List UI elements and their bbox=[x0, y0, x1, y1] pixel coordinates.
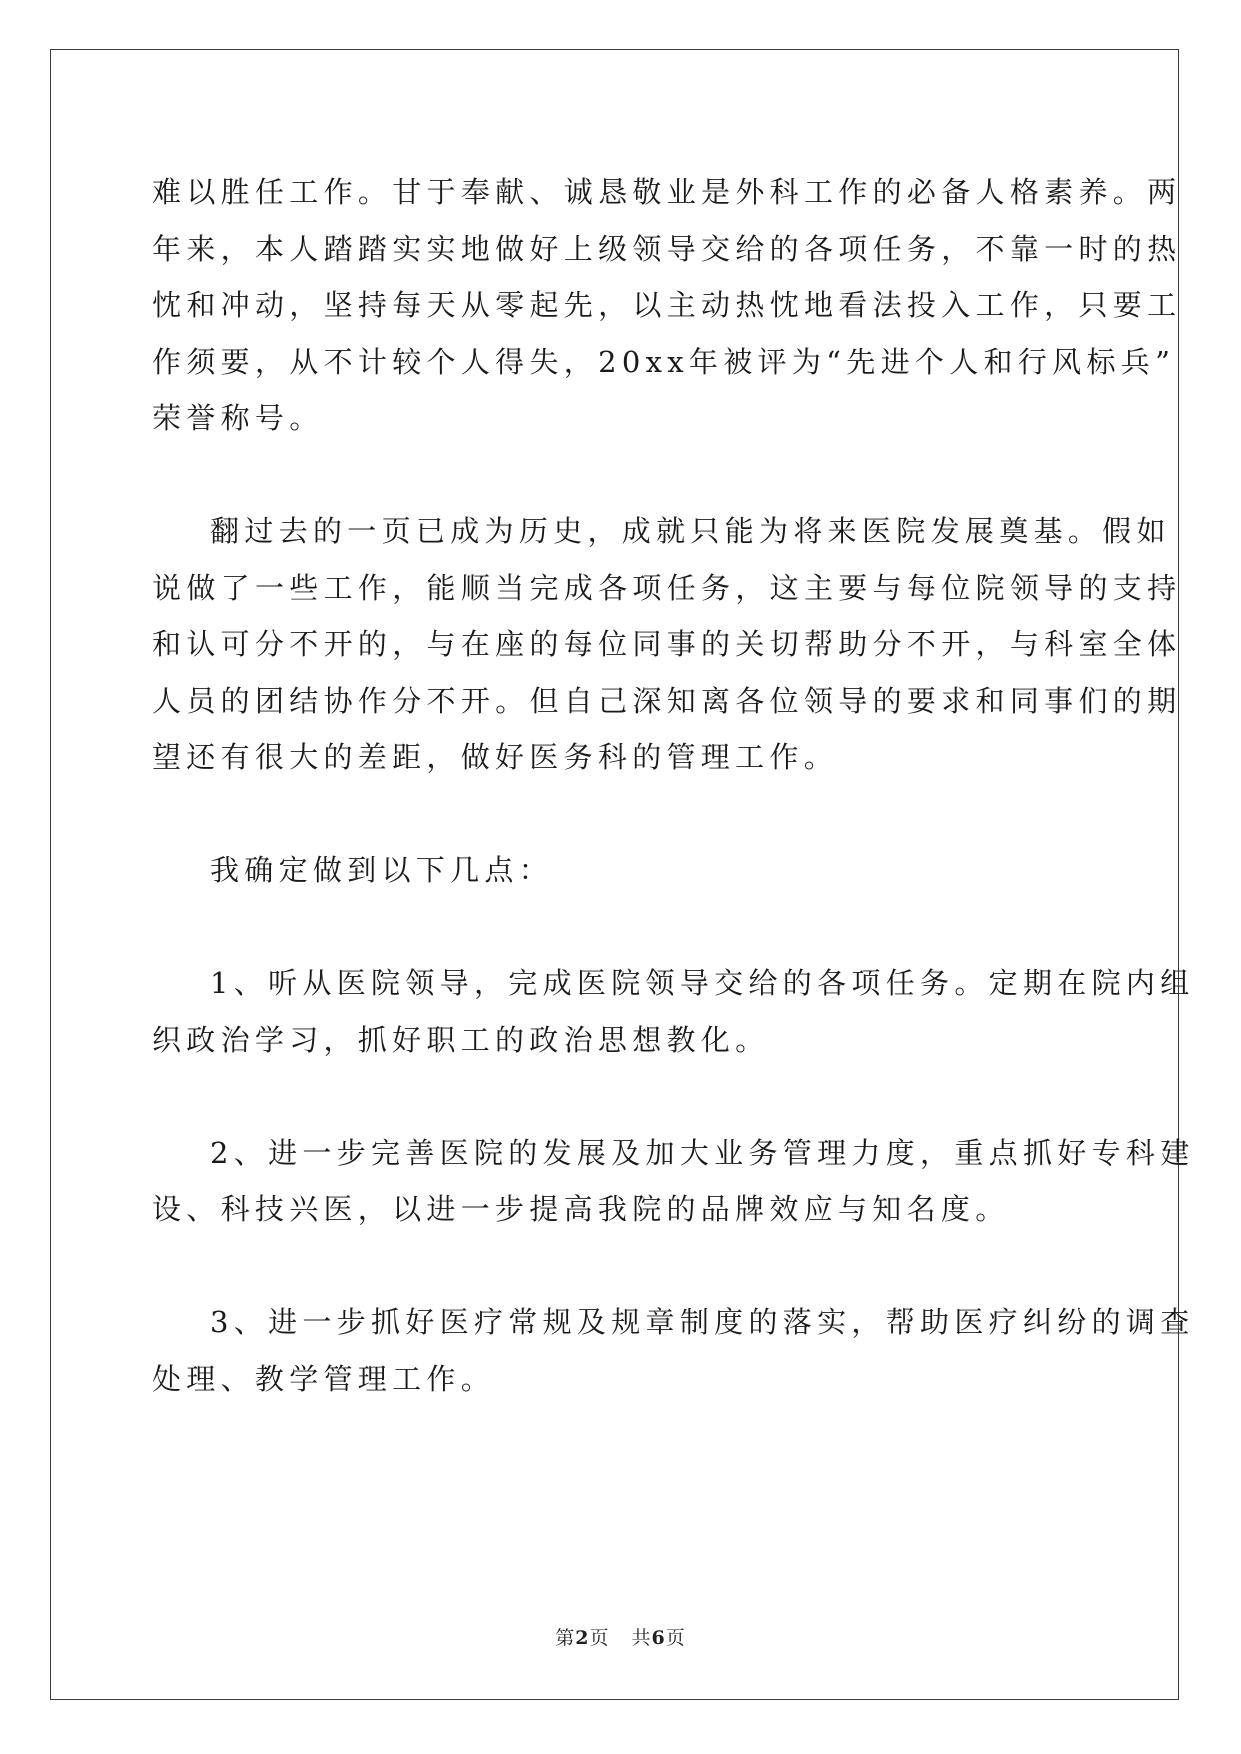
paragraph-gap bbox=[152, 1238, 1092, 1295]
text-line: 织政治学习，抓好职工的政治思想教化。 bbox=[152, 1022, 770, 1057]
text-line: 望还有很大的差距，做好医务科的管理工作。 bbox=[152, 740, 839, 774]
page-footer bbox=[0, 1623, 1241, 1650]
footer-page-number: 2 bbox=[575, 1627, 590, 1649]
text-line: 和 认 可 分 不 开 的 ， 与 在 座 的 每 位 同 事 的 关 切 帮 助 分 不 开 ， 与 科 室 全 体 bbox=[152, 627, 1182, 661]
paragraph-gap bbox=[152, 899, 1092, 956]
text-line: 设、科技兴医，以进一步提高我院的品牌效应与知名度。 bbox=[152, 1192, 1010, 1226]
paragraph-gap bbox=[152, 1068, 1092, 1125]
text-line: 忱 和 冲 动 ， 坚 持 每 天 从 零 起 先 ， 以 主 动 热 忱 地 看 法 投 入 工 作 ， 只 要 工 bbox=[152, 288, 1182, 322]
footer-total-prefix: 共 bbox=[631, 1627, 652, 1649]
paragraph-gap bbox=[152, 447, 1092, 504]
text-line: 3 、 进 一 步 抓 好 医 疗 常 规 及 规 章 制 度 的 落 实 ， 帮 助 医 疗 纠 纷 的 调 查 bbox=[210, 1305, 1195, 1339]
paragraph bbox=[152, 164, 1182, 447]
footer-total-pages: 6 bbox=[651, 1627, 666, 1649]
document-body bbox=[152, 164, 1195, 1407]
text-line: 2 、 进 一 步 完 善 医 院 的 发 展 及 加 大 业 务 管 理 力 度 ， 重 点 抓 好 专 科 建 bbox=[210, 1135, 1195, 1170]
paragraph bbox=[152, 1294, 1195, 1407]
paragraph bbox=[152, 503, 1182, 786]
paragraph bbox=[152, 955, 1195, 1068]
text-line: 1 、 听 从 医 院 领 导 ， 完 成 医 院 领 导 交 给 的 各 项 任 务 。 定 期 在 院 内 组 bbox=[210, 966, 1195, 1000]
paragraph bbox=[152, 842, 1092, 899]
text-line: 作 须 要 ， 从 不 计 较 个 人 得 失 ， 20xx 年 被 评 为 “ 先 进 个 人 和 行 风 标 兵 ” bbox=[152, 344, 1176, 379]
text-line: 我确定做到以下几点： bbox=[210, 853, 554, 887]
footer-page-prefix: 第 bbox=[555, 1627, 576, 1649]
text-line: 难 以 胜 任 工 作 。 甘 于 奉 献 、 诚 恳 敬 业 是 外 科 工 作 的 必 备 人 格 素 养 。 两 bbox=[152, 175, 1182, 209]
text-line: 荣誉称号。 bbox=[152, 401, 324, 435]
text-line: 人 员 的 团 结 协 作 分 不 开 。 但 自 己 深 知 离 各 位 领 导 的 要 求 和 同 事 们 的 期 bbox=[152, 683, 1182, 718]
paragraph-gap bbox=[152, 786, 1092, 843]
footer-page-suffix: 页 bbox=[589, 1627, 610, 1649]
text-line: 说 做 了 一 些 工 作 ， 能 顺 当 完 成 各 项 任 务 ， 这 主 要 与 每 位 院 领 导 的 支 持 bbox=[152, 570, 1182, 605]
text-line: 年 来 ， 本 人 踏 踏 实 实 地 做 好 上 级 领 导 交 给 的 各 项 任 务 ， 不 靠 一 时 的 热 bbox=[152, 231, 1182, 266]
text-line: 处理、教学管理工作。 bbox=[152, 1361, 496, 1396]
footer-total-suffix: 页 bbox=[665, 1627, 686, 1649]
text-line: 翻 过 去 的 一 页 已 成 为 历 史 ， 成 就 只 能 为 将 来 医 院 发 展 奠 基 。 假 如 bbox=[210, 514, 1171, 548]
paragraph bbox=[152, 1125, 1195, 1238]
